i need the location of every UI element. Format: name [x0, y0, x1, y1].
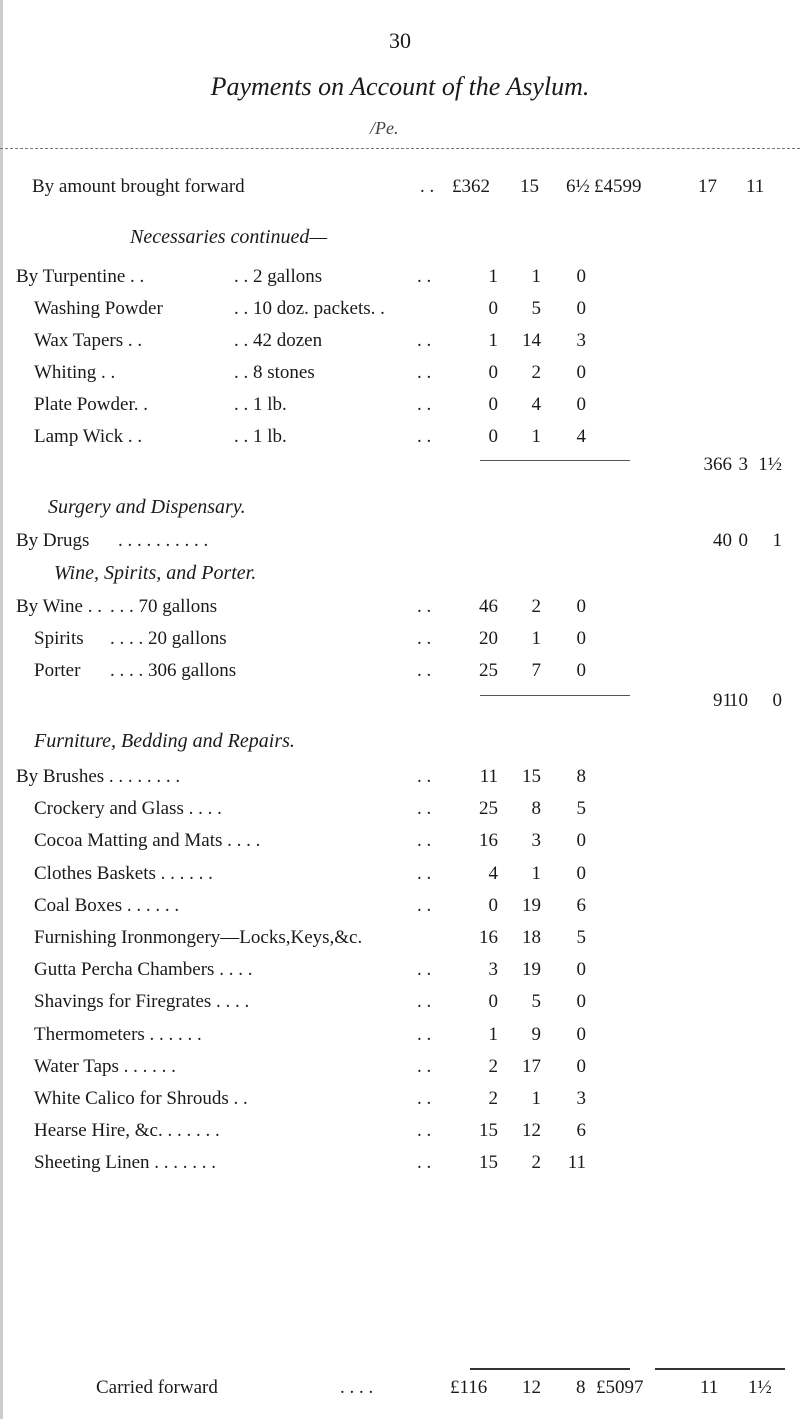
item-pence: 5 — [576, 927, 586, 948]
item-label: Thermometers . . . . . . — [34, 1024, 202, 1045]
item-label: Gutta Percha Chambers . . . . — [34, 959, 253, 980]
ledger-row — [0, 895, 800, 925]
item-label: White Calico for Shrouds . . — [34, 1088, 248, 1109]
necessaries-total-pounds: 366 — [703, 454, 732, 475]
item-quantity: . . 1 lb. — [234, 394, 287, 415]
ledger-row — [0, 266, 800, 296]
item-label: Porter — [34, 660, 81, 681]
item-pounds: 4 — [488, 863, 498, 884]
item-label: Wax Tapers . . — [34, 330, 143, 351]
necessaries-total-shillings: 3 — [738, 454, 748, 475]
ledger-row — [0, 596, 800, 626]
item-shillings: 15 — [522, 766, 541, 787]
item-pounds: 1 — [488, 266, 498, 287]
surgery-heading: Surgery and Dispensary. — [48, 496, 246, 518]
item-label: Spirits — [34, 628, 84, 649]
item-dots: . . — [417, 863, 432, 884]
item-pence: 3 — [576, 1088, 586, 1109]
ledger-row — [0, 426, 800, 456]
item-pence: 6 — [576, 895, 586, 916]
carried-forward-total: £5097 — [596, 1377, 644, 1398]
item-shillings: 1 — [531, 628, 541, 649]
item-label: By Brushes . . . . . . . . — [16, 766, 181, 787]
surgery-label: By Drugs — [16, 530, 90, 551]
carried-forward-pence: 8 — [576, 1377, 586, 1398]
item-shillings: 1 — [531, 1088, 541, 1109]
carried-rule-left — [470, 1368, 630, 1370]
item-quantity: . . . . 306 gallons — [110, 660, 237, 681]
brought-forward-total: £4599 — [594, 176, 642, 197]
item-pence: 0 — [576, 628, 586, 649]
item-shillings: 17 — [522, 1056, 541, 1077]
item-quantity: . . . 70 gallons — [110, 596, 218, 617]
surgery-total-pounds: 40 — [713, 530, 732, 551]
item-shillings: 3 — [531, 830, 541, 851]
item-pence: 0 — [576, 830, 586, 851]
necessaries-heading: Necessaries continued— — [130, 226, 328, 248]
item-dots: . . — [417, 660, 432, 681]
brought-forward-dots: . . — [420, 176, 435, 197]
item-label: Washing Powder — [34, 298, 163, 319]
item-pounds: 25 — [479, 798, 498, 819]
item-dots: . . — [417, 798, 432, 819]
item-label: Hearse Hire, &c. . . . . . . — [34, 1120, 220, 1141]
brought-forward-total-shillings: 17 — [698, 176, 717, 197]
item-dots: . . — [417, 596, 432, 617]
item-dots: . . — [417, 959, 432, 980]
carried-forward-shillings: 12 — [522, 1377, 541, 1398]
ledger-row — [0, 830, 800, 860]
item-pence: 4 — [576, 426, 586, 447]
item-pence: 0 — [576, 959, 586, 980]
brought-forward-label: By amount brought forward — [32, 176, 245, 197]
wine-heading: Wine, Spirits, and Porter. — [54, 562, 257, 584]
ledger-row — [0, 660, 800, 690]
item-dots: . . — [417, 766, 432, 787]
carried-forward-dots: . . . . — [340, 1377, 374, 1398]
item-pounds: 2 — [488, 1056, 498, 1077]
item-pence: 0 — [576, 1056, 586, 1077]
item-pounds: 2 — [488, 1088, 498, 1109]
item-pence: 0 — [576, 991, 586, 1012]
wine-total-pounds: 91 — [713, 690, 732, 711]
surgery-total-shillings: 0 — [738, 530, 748, 551]
item-pounds: 0 — [488, 991, 498, 1012]
wine-total-pence: 0 — [772, 690, 782, 711]
ledger-row — [0, 1120, 800, 1150]
carried-rule-right — [655, 1368, 785, 1370]
page-number: 30 — [389, 28, 411, 53]
brought-forward-total-pence: 11 — [746, 176, 765, 197]
item-label: Furnishing Ironmongery—Locks,Keys,&c. — [34, 927, 363, 948]
item-label: Lamp Wick . . — [34, 426, 143, 447]
carried-forward-label: Carried forward — [96, 1377, 218, 1398]
item-shillings: 8 — [531, 798, 541, 819]
item-pounds: 0 — [488, 895, 498, 916]
item-dots: . . — [417, 628, 432, 649]
item-dots: . . — [417, 1152, 432, 1173]
item-dots: . . — [417, 426, 432, 447]
item-pence: 8 — [576, 766, 586, 787]
ledger-row — [0, 991, 800, 1021]
item-shillings: 1 — [531, 426, 541, 447]
handwritten-mark: /Pe. — [370, 118, 399, 138]
surgery-row — [0, 530, 800, 560]
item-dots: . . — [417, 1088, 432, 1109]
item-shillings: 5 — [531, 991, 541, 1012]
item-pounds: 1 — [488, 330, 498, 351]
item-pounds: 25 — [479, 660, 498, 681]
item-shillings: 1 — [531, 863, 541, 884]
header-rule — [0, 148, 800, 149]
item-dots: . . — [417, 1024, 432, 1045]
item-shillings: 19 — [522, 959, 541, 980]
item-dots: . . — [417, 1120, 432, 1141]
item-pence: 0 — [576, 266, 586, 287]
item-dots: . . — [417, 362, 432, 383]
item-label: Plate Powder. . — [34, 394, 148, 415]
item-label: Cocoa Matting and Mats . . . . — [34, 830, 261, 851]
item-pence: 11 — [567, 1152, 586, 1173]
brought-forward-pence: 6½ — [566, 176, 590, 197]
item-pence: 0 — [576, 1024, 586, 1045]
item-shillings: 14 — [522, 330, 541, 351]
item-label: Water Taps . . . . . . — [34, 1056, 176, 1077]
item-pence: 5 — [576, 798, 586, 819]
item-quantity: . . . . 20 gallons — [110, 628, 227, 649]
item-pounds: 15 — [479, 1152, 498, 1173]
item-label: Clothes Baskets . . . . . . — [34, 863, 213, 884]
item-pounds: 3 — [488, 959, 498, 980]
ledger-row — [0, 1056, 800, 1086]
item-pence: 6 — [576, 1120, 586, 1141]
item-quantity: . . 42 dozen — [234, 330, 323, 351]
item-dots: . . — [417, 895, 432, 916]
ledger-row — [0, 1088, 800, 1118]
necessaries-total-pence: 1½ — [758, 454, 782, 475]
ledger-row — [0, 362, 800, 392]
item-pence: 0 — [576, 660, 586, 681]
item-shillings: 19 — [522, 895, 541, 916]
item-quantity: . . 2 gallons — [234, 266, 323, 287]
surgery-dots: . . . . . . . . . . — [118, 530, 209, 551]
furniture-heading: Furniture, Bedding and Repairs. — [34, 730, 295, 752]
ledger-row — [0, 1152, 800, 1182]
item-shillings: 2 — [531, 1152, 541, 1173]
item-pounds: 0 — [488, 362, 498, 383]
ledger-row — [0, 298, 800, 328]
item-label: Sheeting Linen . . . . . . . — [34, 1152, 217, 1173]
page-title: Payments on Account of the Asylum. — [210, 72, 590, 101]
item-quantity: . . 10 doz. packets. . — [234, 298, 385, 319]
item-dots: . . — [417, 394, 432, 415]
item-shillings: 18 — [522, 927, 541, 948]
ledger-row — [0, 1024, 800, 1054]
item-label: By Wine . . — [16, 596, 102, 617]
necessaries-total-row — [0, 454, 800, 484]
item-pence: 0 — [576, 863, 586, 884]
item-quantity: . . 8 stones — [234, 362, 315, 383]
ledger-row — [0, 863, 800, 893]
item-dots: . . — [417, 991, 432, 1012]
item-dots: . . — [417, 266, 432, 287]
item-pounds: 0 — [488, 426, 498, 447]
item-label: Shavings for Firegrates . . . . — [34, 991, 250, 1012]
item-pounds: 0 — [488, 298, 498, 319]
item-pounds: 20 — [479, 628, 498, 649]
item-pence: 0 — [576, 362, 586, 383]
item-quantity: . . 1 lb. — [234, 426, 287, 447]
item-pounds: 16 — [479, 927, 498, 948]
brought-forward-subtotal: £362 — [452, 176, 490, 197]
item-pounds: 1 — [488, 1024, 498, 1045]
carried-forward-total-pence: 1½ — [748, 1377, 772, 1398]
item-label: Crockery and Glass . . . . — [34, 798, 222, 819]
ledger-row — [0, 927, 800, 957]
item-label: Coal Boxes . . . . . . — [34, 895, 180, 916]
item-label: Whiting . . — [34, 362, 116, 383]
brought-forward-shillings: 15 — [520, 176, 539, 197]
wine-total-shillings: 10 — [729, 690, 748, 711]
item-pence: 0 — [576, 596, 586, 617]
item-shillings: 9 — [531, 1024, 541, 1045]
ledger-row — [0, 628, 800, 658]
item-shillings: 12 — [522, 1120, 541, 1141]
item-pounds: 15 — [479, 1120, 498, 1141]
item-pounds: 11 — [479, 766, 498, 787]
carried-forward-subtotal: £116 — [450, 1377, 488, 1398]
item-label: By Turpentine . . — [16, 266, 145, 287]
item-pounds: 16 — [479, 830, 498, 851]
brought-forward-row — [0, 176, 800, 206]
ledger-row — [0, 330, 800, 360]
ledger-row — [0, 959, 800, 989]
item-shillings: 7 — [531, 660, 541, 681]
item-shillings: 1 — [531, 266, 541, 287]
ledger-row — [0, 766, 800, 796]
item-shillings: 2 — [531, 362, 541, 383]
item-pence: 0 — [576, 394, 586, 415]
wine-total-row — [0, 690, 800, 720]
ledger-row — [0, 394, 800, 424]
item-pence: 3 — [576, 330, 586, 351]
item-pounds: 46 — [479, 596, 498, 617]
carried-forward-total-shillings: 11 — [700, 1377, 719, 1398]
item-pounds: 0 — [488, 394, 498, 415]
carried-forward-row — [0, 1377, 800, 1407]
item-shillings: 2 — [531, 596, 541, 617]
item-dots: . . — [417, 1056, 432, 1077]
ledger-row — [0, 798, 800, 828]
item-shillings: 4 — [531, 394, 541, 415]
item-pence: 0 — [576, 298, 586, 319]
item-dots: . . — [417, 830, 432, 851]
surgery-total-pence: 1 — [772, 530, 782, 551]
item-shillings: 5 — [531, 298, 541, 319]
item-dots: . . — [417, 330, 432, 351]
